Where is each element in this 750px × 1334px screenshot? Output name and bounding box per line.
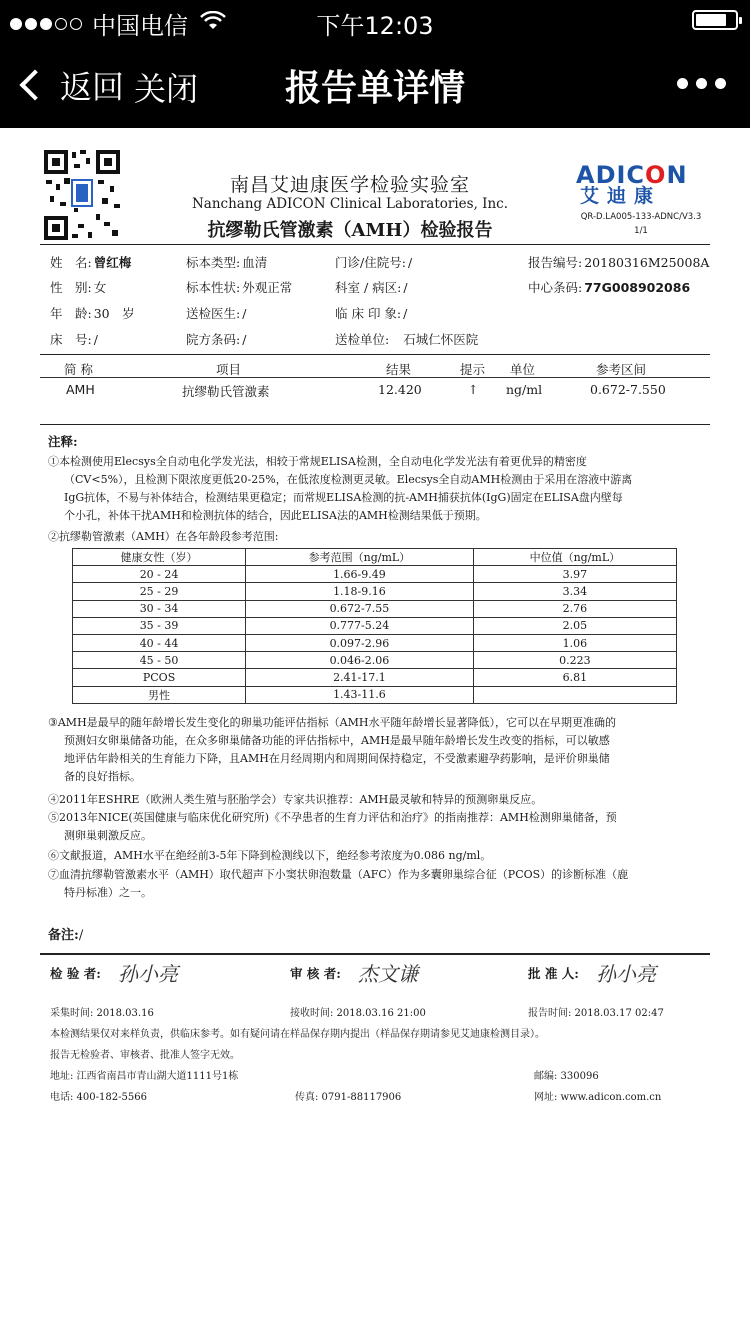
table-cell: 1.06	[473, 634, 676, 651]
close-button[interactable]: 关闭	[134, 70, 199, 108]
label: 科室 / 病区:	[335, 280, 402, 295]
patient-sex-row	[50, 278, 106, 296]
clinic-no-row	[335, 253, 412, 271]
table-cell: 35 - 39	[73, 617, 246, 634]
table-cell: 45 - 50	[73, 652, 246, 669]
note-line: IgG抗体，不易与补体结合，检测结果更稳定；而常规ELISA检测的抗-AMH捕获抗体(IgG)固定在ELISA盘内壁每	[64, 491, 623, 504]
note-line: （CV<5%），且检测下限浓度更低20-25%，在低浓度检测更灵敏。Elecsys全自动AMH检测由于采用在溶液中游离	[64, 473, 633, 486]
signature-divider	[40, 953, 710, 955]
logo-text-en: ADICON	[576, 161, 688, 189]
result-flag-up: ↑	[468, 382, 479, 397]
dept: /	[403, 280, 408, 295]
hospital-barcode: /	[242, 332, 247, 347]
remark-row	[48, 924, 83, 943]
report-title: 抗缪勒氏管激素（AMH）检验报告	[207, 220, 493, 241]
label: 年 龄:	[50, 306, 92, 321]
table-cell: 1.18-9.16	[246, 583, 474, 600]
receive-time: 接收时间: 2018.03.16 21:00	[290, 1008, 426, 1019]
patient-bed-row	[50, 330, 98, 348]
note-line: 地评估年龄相关的生育能力下降，且AMH在月经周期内和周期间保持稳定，不受激素避孕药影响，是评价卵巢储	[64, 752, 610, 765]
unit-row	[335, 330, 478, 348]
note-line: 特丹标准）之一。	[64, 886, 152, 899]
table-cell: 0.046-2.06	[246, 652, 474, 669]
more-dot-icon	[677, 78, 688, 89]
table-row	[73, 669, 677, 686]
note-line: 备的良好指标。	[64, 770, 141, 783]
more-options-button[interactable]	[677, 78, 726, 89]
result-range: 0.672-7.550	[590, 382, 666, 397]
logo-text-cn: 艾迪康	[580, 185, 662, 207]
sample-type: 血清	[242, 255, 268, 270]
barcode-row	[186, 330, 246, 348]
sample-state: 外观正常	[242, 280, 293, 295]
table-cell: 1.66-9.49	[246, 566, 474, 583]
reviewer-signature: 杰文谦	[358, 962, 418, 986]
phone: 电话: 400-182-5566	[50, 1092, 147, 1103]
table-cell: 30 - 34	[73, 600, 246, 617]
note-7	[48, 866, 698, 902]
sample-state-row	[186, 278, 292, 296]
qr-code-image[interactable]	[42, 148, 122, 242]
age-reference-table	[72, 548, 677, 704]
results-header-flag: 提示	[460, 362, 486, 377]
table-cell: 2.76	[473, 600, 676, 617]
results-header-item: 项目	[216, 362, 242, 377]
results-top-divider	[40, 354, 710, 355]
disclaimer-signature: 报告无检验者、审核者、批准人签字无效。	[50, 1050, 240, 1061]
result-item: 抗缪勒氏管激素	[182, 384, 270, 399]
chevron-left-icon	[19, 69, 50, 100]
doctor: /	[242, 306, 247, 321]
tester-label: 检 验 者:	[50, 966, 101, 981]
status-time: 下午12:03	[316, 12, 434, 40]
note-4: ④2011年ESHRE（欧洲人类生殖与胚胎学会）专家共识推荐：AMH最灵敏和特异的预测卵巢反应。	[48, 793, 543, 806]
sample-type-row	[186, 253, 267, 271]
center-code-row	[528, 278, 690, 296]
note-line: 测卵巢刺激反应。	[64, 829, 152, 842]
collect-time: 采集时间: 2018.03.16	[50, 1008, 154, 1019]
table-cell: 男性	[73, 686, 246, 703]
note-2: ②抗缪勒管激素（AMH）在各年龄段参考范围:	[48, 530, 279, 543]
note-line: ⑤2013年NICE(英国健康与临床优化研究所)《不孕患者的生育力评估和治疗》的指南推荐：AMH检测卵巢储备，预	[48, 811, 617, 824]
lab-name-cn: 南昌艾迪康医学检验实验室	[229, 174, 470, 196]
remark-label: 备注:	[48, 928, 79, 943]
tester-signature: 孙小亮	[118, 962, 178, 986]
table-cell: 2.41-17.1	[246, 669, 474, 686]
note-3	[48, 714, 698, 786]
results-header-result: 结果	[386, 362, 412, 377]
label: 临 床 印 象:	[335, 306, 402, 321]
table-header-row	[73, 549, 677, 566]
label: 院方条码:	[186, 332, 241, 347]
table-cell	[473, 686, 676, 703]
reviewer-label: 审 核 者:	[290, 966, 341, 981]
approver-signature: 孙小亮	[596, 962, 656, 986]
table-cell: PCOS	[73, 669, 246, 686]
table-cell: 40 - 44	[73, 634, 246, 651]
table-row	[73, 686, 677, 703]
note-line: 预测妇女卵巢储备功能，在众多卵巢储备功能的评估指标中，AMH是最早随年龄增长发生改变的指标，可以敏感	[64, 734, 610, 747]
fax: 传真: 0791-88117906	[295, 1092, 402, 1103]
more-dot-icon	[696, 78, 707, 89]
label: 床 号:	[50, 332, 92, 347]
table-cell: 25 - 29	[73, 583, 246, 600]
approver-label: 批 准 人:	[528, 966, 579, 981]
patient-age: 30 岁	[93, 306, 135, 321]
table-row	[73, 617, 677, 634]
submitting-unit: 石城仁怀医院	[403, 332, 479, 347]
results-bottom-divider	[40, 424, 710, 425]
note-line: ③AMH是最早的随年龄增长发生变化的卵巢功能评估指标（AMH水平随年龄增长显著降低），它可以在早期更准确的	[48, 716, 616, 729]
clinic-no: /	[407, 255, 413, 270]
table-row	[73, 652, 677, 669]
label: 送检单位:	[335, 332, 390, 347]
results-header-range: 参考区间	[596, 362, 647, 377]
table-header: 健康女性（岁）	[73, 549, 246, 566]
table-row	[73, 634, 677, 651]
address: 地址: 江西省南昌市青山湖大道1111号1栋	[50, 1071, 239, 1082]
table-header: 参考范围（ng/mL）	[246, 549, 474, 566]
table-row	[73, 566, 677, 583]
report-number: 20180316M25008A	[584, 255, 710, 270]
table-cell: 3.34	[473, 583, 676, 600]
table-cell: 0.097-2.96	[246, 634, 474, 651]
adicon-logo	[576, 161, 708, 207]
label: 送检医生:	[186, 306, 241, 321]
nav-bar	[0, 40, 750, 128]
patient-name: 曾红梅	[93, 255, 132, 270]
label: 中心条码:	[528, 280, 583, 295]
label: 标本类型:	[186, 255, 241, 270]
note-line: 个小孔，补体干扰AMH和检测抗体的结合，因此ELISA法的AMH检测结果低于预期。	[64, 509, 487, 522]
label: 标本性状:	[186, 280, 241, 295]
header-divider	[40, 244, 710, 245]
page-title: 报告单详情	[284, 68, 465, 109]
table-cell: 1.43-11.6	[246, 686, 474, 703]
report-document	[40, 140, 710, 1120]
notes-title: 注释:	[48, 434, 78, 449]
report-time: 报告时间: 2018.03.17 02:47	[528, 1008, 664, 1019]
report-no-row	[528, 253, 709, 271]
table-row	[73, 600, 677, 617]
table-cell: 20 - 24	[73, 566, 246, 583]
status-bar	[0, 0, 750, 40]
note-1	[48, 453, 698, 525]
battery-level	[696, 14, 726, 26]
postcode: 邮编: 330096	[534, 1071, 599, 1082]
note-6: ⑥文献报道，AMH水平在绝经前3-5年下降到检测线以下，绝经参考浓度为0.086 ng/ml。	[48, 849, 492, 862]
patient-sex: 女	[93, 280, 107, 295]
clinical-impression: /	[403, 306, 408, 321]
impression-row	[335, 304, 407, 322]
table-cell: 3.97	[473, 566, 676, 583]
battery-icon	[692, 10, 738, 30]
label: 性 别:	[50, 280, 92, 295]
result-value: 12.420	[378, 382, 422, 397]
doctor-row	[186, 304, 246, 322]
note-line: ①本检测使用Elecsys全自动电化学发光法，相较于常规ELISA检测，全自动电化学发光法有着更优异的精密度	[48, 455, 587, 468]
patient-age-row	[50, 304, 135, 322]
carrier-name: 中国电信	[92, 12, 188, 40]
lab-name-en: Nanchang ADICON Clinical Laboratories, Inc.	[191, 196, 509, 212]
note-line: ⑦血清抗缪勒管激素水平（AMH）取代超声下小窦状卵泡数量（AFC）作为多囊卵巢综合征（PCOS）的诊断标准（鹿	[48, 868, 629, 881]
label: 门诊/住院号:	[335, 255, 406, 270]
label: 姓 名:	[50, 255, 92, 270]
table-cell: 0.223	[473, 652, 676, 669]
back-button[interactable]	[16, 62, 124, 108]
disclaimer: 本检测结果仅对来样负责，供临床参考。如有疑问请在样品保存期内提出（样品保存期请参见艾迪康检测目录）。	[50, 1029, 545, 1040]
back-label: 返回	[60, 68, 125, 106]
table-cell: 6.81	[473, 669, 676, 686]
website: 网址: www.adicon.com.cn	[534, 1092, 662, 1103]
table-cell: 0.672-7.55	[246, 600, 474, 617]
result-abbr: AMH	[66, 382, 95, 397]
patient-bed: /	[93, 332, 98, 347]
remark-value: /	[78, 928, 84, 943]
document-code	[576, 210, 706, 238]
table-cell: 2.05	[473, 617, 676, 634]
label: 报告编号:	[528, 255, 583, 270]
patient-name-row	[50, 253, 131, 271]
center-barcode: 77G008902086	[584, 280, 691, 295]
doc-code: QR-D.LA005-133-ADNC/V3.3	[580, 212, 702, 222]
page-indicator: 1/1	[634, 226, 648, 236]
result-unit: ng/ml	[506, 382, 543, 397]
table-header: 中位值（ng/mL）	[473, 549, 676, 566]
results-header-unit: 单位	[510, 362, 536, 377]
more-dot-icon	[715, 78, 726, 89]
table-row	[73, 583, 677, 600]
dept-row	[335, 278, 408, 296]
note-5	[48, 809, 698, 845]
results-header-abbr: 简 称	[64, 362, 93, 377]
results-header-divider	[40, 377, 710, 378]
table-cell: 0.777-5.24	[246, 617, 474, 634]
